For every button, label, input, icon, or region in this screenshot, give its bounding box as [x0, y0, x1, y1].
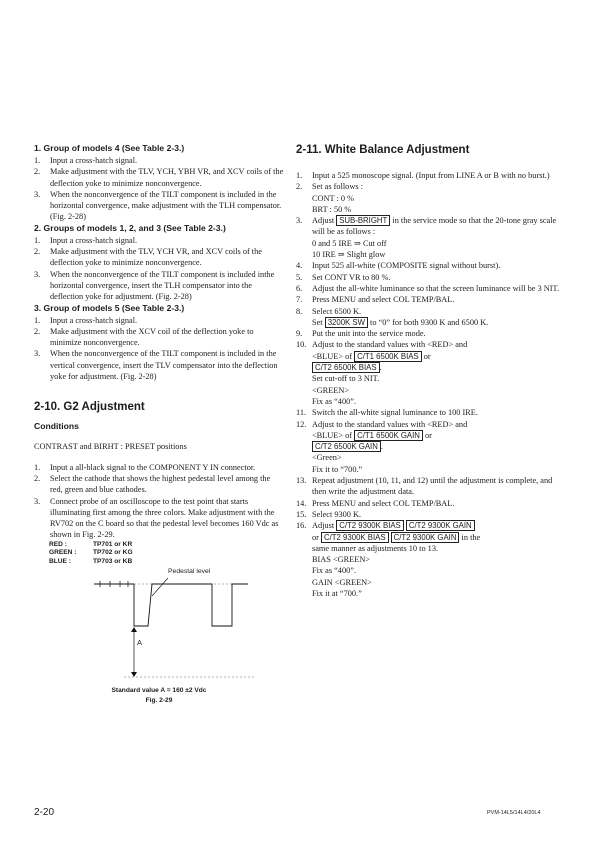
list-item: 2. Set as follows : CONT : 0 % BRT : 50 % [296, 181, 568, 215]
list-item: 11. Switch the all-white signal luminance to 100 IRE. [296, 408, 478, 418]
menu-item-box: 3200K SW [325, 317, 368, 328]
menu-item-box: C/T2 9300K GAIN [406, 520, 475, 531]
list-item: 9. Put the unit into the service mode. [296, 329, 426, 339]
group1-heading: 1. Group of models 4 (See Table 2-3.) [34, 143, 185, 153]
list-item: 5. Set CONT VR to 80 %. [296, 272, 391, 282]
menu-item-box: C/T2 9300K GAIN [391, 532, 460, 543]
group3-heading: 3. Group of models 5 (See Table 2-3.) [34, 302, 185, 313]
list-item: 1. Input a cross-hatch signal. [34, 156, 138, 165]
list-item: 1. Input a all-black signal to the COMPONENT Y IN connector. [34, 462, 256, 472]
cont-setting: CONT : 0 % [312, 193, 355, 203]
list-item: 2. Make adjustment with the XCV coil of the deflection yoke to minimize nonconvergence. [34, 326, 254, 348]
list-item: 4. Input 525 all-white (COMPOSITE signal without burst). [296, 261, 501, 271]
step16-line: or C/T2 9300K BIAS C/T2 9300K GAIN in the [312, 532, 481, 542]
list-item: 3. Adjust SUB-BRIGHT in the service mode so that the 20-tone gray scale will be as follows : 0 and 5 IRE ⇒ Cut off 10 IRE ⇒ Slight glow [296, 215, 568, 260]
menu-item-box: C/T2 9300K BIAS [321, 532, 389, 543]
group2-heading: 2. Groups of models 1, 2, and 3 (See Table 2-3.) [34, 222, 226, 233]
step12-line: C/T2 6500K GAIN . [312, 441, 568, 452]
step16-line: Fix it at “700.” [312, 588, 362, 598]
group1-steps [34, 155, 284, 223]
step16-line: same manner as adjustments 10 to 13. [312, 543, 439, 553]
page-number: 2-20 [34, 807, 55, 818]
step10-line: <BLUE> of C/T1 6500K BIAS or [312, 351, 431, 361]
group2-steps [34, 235, 284, 303]
pedestal-waveform-figure [34, 566, 284, 706]
menu-item-box: C/T2 9300K BIAS [336, 520, 404, 531]
menu-item-box: C/T2 6500K BIAS [312, 362, 380, 373]
standard-value-caption: Standard value A = 160 ±2 Vdc [111, 687, 207, 695]
step16-line: Fix as “400”. [312, 566, 357, 576]
left-column [34, 143, 284, 706]
list-item: 7. Press MENU and select COL TEMP/BAL. [296, 295, 455, 305]
menu-item-box: C/T2 6500K GAIN [312, 441, 381, 452]
list-item: 1. Input a cross-hatch signal. [34, 315, 138, 325]
list-item: 10. Adjust to the standard values with <RED> and <BLUE> of C/T1 6500K BIAS or C/T2 6500K BIAS . Set cut-off to 3 NIT. <GREEN> Fix as “400”. [296, 339, 568, 407]
list-item: 2. Make adjustment with the TLV, YCH VR, and XCV coils of the deflection yoke to minimize nonconvergence. [34, 247, 262, 268]
list-item: 16. Adjust C/T2 9300K BIAS C/T2 9300K GAIN or C/T2 9300K BIAS C/T2 9300K GAIN in the same manner as adjustments 10 to 13. BIAS <GREEN> Fix as “400”. GAIN <GREEN> Fix it at “700.” [296, 520, 568, 599]
conditions-label: Conditions [34, 421, 79, 432]
step16-line: GAIN <GREEN> [312, 577, 372, 587]
menu-item-box: SUB-BRIGHT [336, 215, 390, 226]
list-item: 6. Adjust the all-white luminance so that the screen luminance will be 3 NIT. [296, 283, 560, 293]
list-item: 12. Adjust to the standard values with <RED> and <BLUE> of C/T1 6500K GAIN or C/T2 6500K GAIN . <Green> Fix it to “700.” [296, 419, 568, 475]
list-item: 15. Select 9300 K. [296, 509, 362, 519]
list-item: 3. When the nonconvergence of the TILT component is included in the horizontal convergence, make adjustment with the TLH compensator. (Fig. 2-28) [34, 189, 282, 222]
list-item: 1. Input a cross-hatch signal. [34, 235, 138, 245]
list-item: 14. Press MENU and select COL TEMP/BAL. [296, 498, 455, 508]
step10-line: <GREEN> [312, 385, 350, 395]
gray-scale-cutoff: 0 and 5 IRE ⇒ Cut off [312, 238, 387, 248]
probe-row: RED : TP701 or KR [49, 540, 133, 548]
g2-adjustment-title: 2-10. G2 Adjustment [34, 401, 145, 414]
figure-caption: Fig. 2-29 [145, 697, 173, 705]
list-item: 3. When the nonconvergence of the TILT component is included inthe horizontal convergence, insert the TLH compensator into the deflection yoke for adjustment. (Fig. 2-28) [34, 269, 275, 302]
white-balance-title: 2-11. White Balance Adjustment [296, 144, 470, 156]
conditions-text: CONTRAST and BIRHT : PRESET positions [34, 442, 187, 452]
list-item: 1. Input a 525 monoscope signal. (Input from LINE A or B with no burst.) [296, 171, 550, 180]
step10-line: Fix as “400”. [312, 396, 357, 406]
list-item: 3. Connect probe of an oscilloscope to the test point that starts illuminating first among the three colors. Make adjustment with the RV702 on the C board so that the pedestal level becomes 160 Vdc as shown in Fig. 2-29. [34, 496, 279, 540]
pedestal-level-label: Pedestal level [168, 568, 211, 576]
probe-row: GREEN : TP702 or KG [49, 549, 133, 557]
step12-line: <BLUE> of C/T1 6500K GAIN or [312, 430, 432, 440]
list-item: 2. Select the cathode that shows the highest pedestal level among the red, green and blue cathodes. [34, 473, 271, 495]
menu-item-box: C/T1 6500K GAIN [354, 430, 423, 441]
step12-line: <Green> [312, 453, 342, 463]
list-item: 8. Select 6500 K. Set 3200K SW to “0” for both 9300 K and 6500 K. [296, 306, 568, 329]
probe-row: BLUE : TP703 or KB [49, 557, 133, 565]
step12-line: Fix it to “700.” [312, 464, 363, 474]
group3-steps [34, 315, 284, 383]
g2-adjustment-steps [34, 462, 284, 541]
gray-scale-glow: 10 IRE ⇒ Slight glow [312, 250, 386, 260]
list-item: 3. When the nonconvergence of the TILT component is included in the vertical convergence, insert the TLV compensator into the deflection yoke for adjustment. (Fig. 2-28) [34, 349, 278, 382]
step16-line: BIAS <GREEN> [312, 555, 370, 565]
list-item: 13. Repeat adjustment (10, 11, and 12) until the adjustment is complete, and then write the adjustment data. [296, 476, 553, 497]
step8-set-line: Set 3200K SW to “0” for both 9300 K and 6500 K. [312, 317, 489, 327]
dimension-a-label: A [137, 638, 143, 648]
model-number: PVM-14L5/14L4/20L4 [487, 810, 541, 816]
step10-line: C/T2 6500K BIAS . [312, 362, 568, 373]
brt-setting: BRT : 50 % [312, 204, 352, 214]
probe-table [34, 541, 284, 567]
white-balance-steps [296, 170, 568, 599]
waveform-diagram [34, 566, 284, 686]
right-column [296, 143, 568, 599]
step10-line: Set cut-off to 3 NIT. [312, 374, 380, 384]
list-item: 2. Make adjustment with the TLV, YCH, YBH VR, and XCV coils of the deflection yoke to minimize nonconvergence. [34, 167, 284, 188]
menu-item-box: C/T1 6500K BIAS [354, 351, 422, 362]
